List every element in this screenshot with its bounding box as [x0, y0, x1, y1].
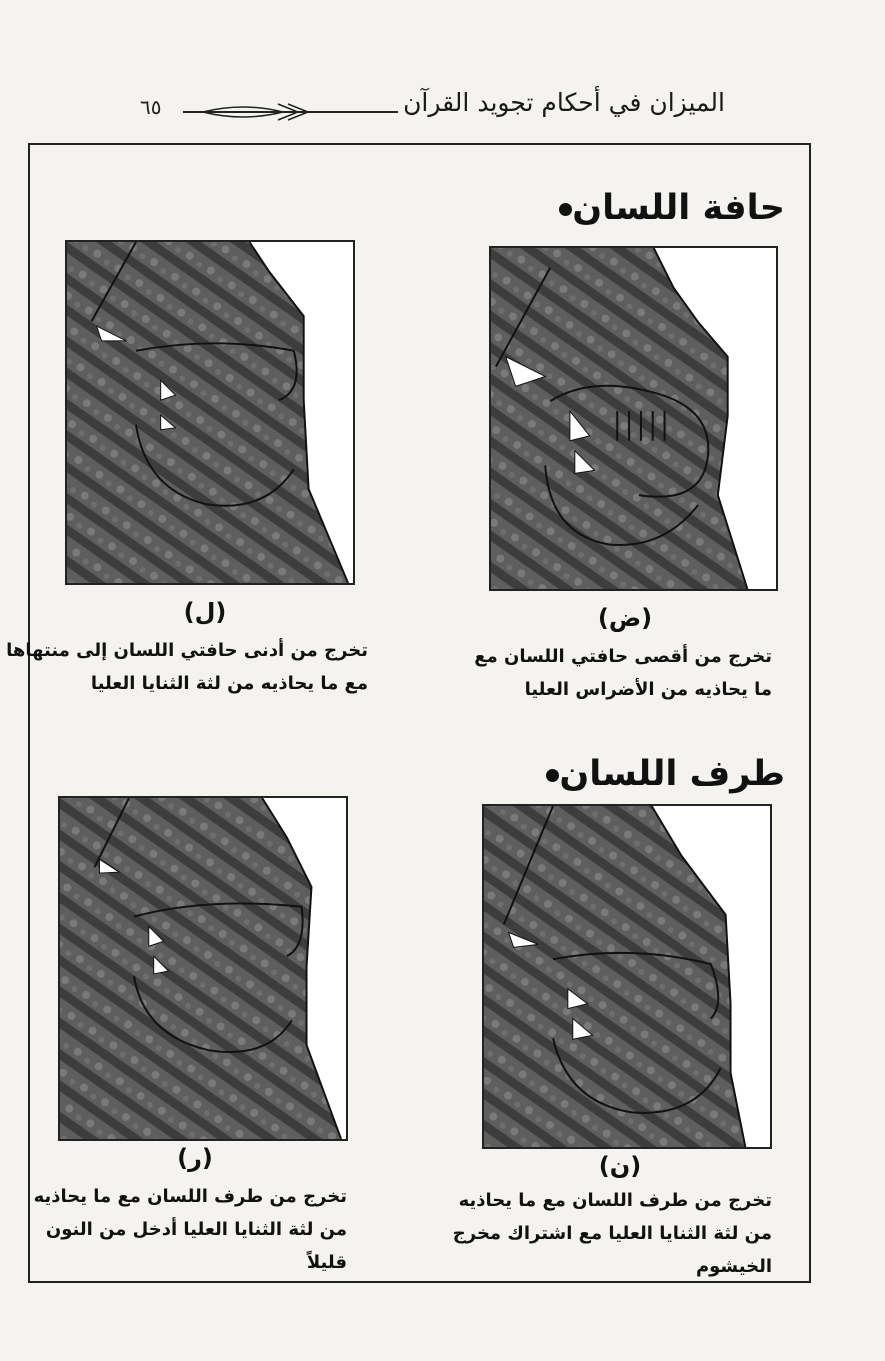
bullet-icon	[559, 203, 572, 216]
figure-ra-diagram	[58, 796, 348, 1141]
figure-caption-dad: تخرج من أقصى حافتي اللسان مع ما يحاذيه من الأضراس العليا	[474, 646, 772, 700]
figure-caption-lam: تخرج من أدنى حافتي اللسان إلى منتهاها مع ما يحاذيه من لثة الثنايا العليا	[6, 640, 368, 694]
figure-lam-diagram	[65, 240, 355, 585]
figure-dad-diagram	[489, 246, 778, 591]
figure-label-ra: (ر)	[177, 1144, 213, 1172]
figure-caption-nun: تخرج من طرف اللسان مع ما يحاذيه من لثة الثنايا العليا مع اشتراك مخرج الخيشوم	[452, 1190, 772, 1277]
mouth-cross-section-ra	[60, 798, 346, 1139]
figure-caption-ra: تخرج من طرف اللسان مع ما يحاذيه من لثة الثنايا العليا أدخل من النون قليلاً	[33, 1186, 347, 1273]
bullet-icon	[546, 769, 559, 782]
figure-label-lam: (ل)	[183, 598, 227, 626]
mouth-cross-section-lam	[67, 242, 353, 583]
figure-nun-diagram	[482, 804, 772, 1149]
book-title: الميزان في أحكام تجويد القرآن	[403, 88, 725, 117]
figure-label-nun: (ن)	[598, 1152, 642, 1180]
section-title-tongue-tip: طرف اللسان	[536, 754, 785, 794]
mouth-cross-section-nun	[484, 806, 770, 1147]
page-number: ٦٥	[140, 95, 162, 119]
header-ornament-line	[183, 100, 398, 124]
figure-label-dad: (ض)	[597, 604, 653, 632]
section-title-tongue-edge: حافة اللسان	[549, 188, 785, 228]
mouth-cross-section-dad	[491, 248, 776, 589]
